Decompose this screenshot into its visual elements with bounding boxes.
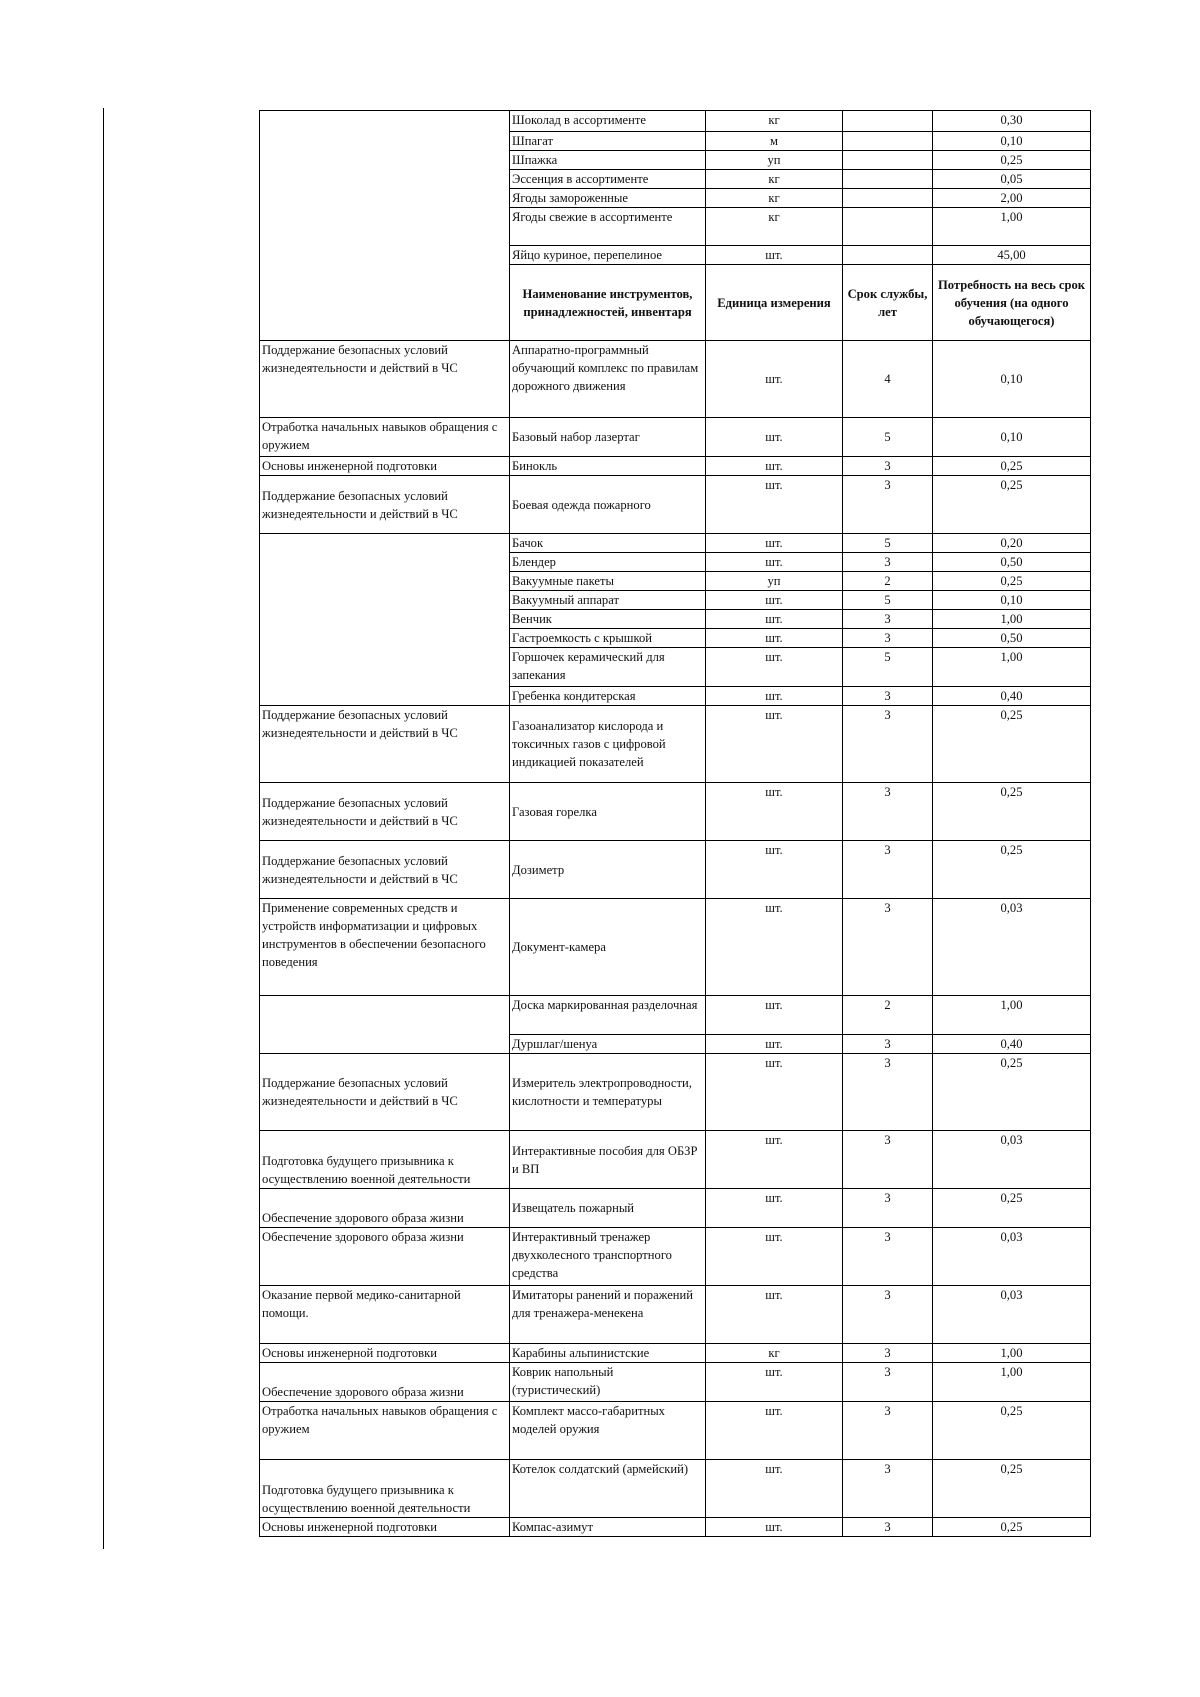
unit-cell: м (706, 132, 843, 151)
term-cell: 3 (843, 783, 933, 841)
term-cell: 3 (843, 1402, 933, 1460)
unit-cell: уп (706, 151, 843, 170)
need-cell: 0,10 (933, 591, 1091, 610)
section-cell: Поддержание безопасных условий жизнедеятельности и действий в ЧС (260, 841, 510, 899)
need-cell: 2,00 (933, 189, 1091, 208)
unit-cell: уп (706, 572, 843, 591)
margin-line (103, 108, 104, 1549)
section-cell: Подготовка будущего призывника к осуществлению военной деятельности (260, 1131, 510, 1189)
unit-cell: кг (706, 170, 843, 189)
need-cell: 0,25 (933, 1402, 1091, 1460)
item-cell: Эссенция в ассортименте (510, 170, 706, 189)
need-cell: 1,00 (933, 648, 1091, 687)
unit-cell: кг (706, 189, 843, 208)
unit-cell: шт. (706, 553, 843, 572)
need-cell: 0,03 (933, 1131, 1091, 1189)
unit-cell: шт. (706, 1035, 843, 1054)
section-cell (260, 996, 510, 1054)
unit-cell: шт. (706, 341, 843, 418)
item-cell: Шпажка (510, 151, 706, 170)
unit-cell: шт. (706, 1402, 843, 1460)
term-cell: 3 (843, 610, 933, 629)
item-cell: Котелок солдатский (армейский) (510, 1460, 706, 1518)
section-cell: Отработка начальных навыков обращения с оружием (260, 1402, 510, 1460)
table-row (260, 418, 1091, 457)
need-cell: 0,25 (933, 706, 1091, 783)
term-cell: 3 (843, 706, 933, 783)
need-cell: 0,03 (933, 899, 1091, 996)
need-cell: 0,03 (933, 1286, 1091, 1344)
item-cell: Гребенка кондитерская (510, 687, 706, 706)
term-cell (843, 111, 933, 132)
need-cell: 0,03 (933, 1228, 1091, 1286)
table-row (260, 476, 1091, 534)
term-cell (843, 246, 933, 265)
table-row (260, 1189, 1091, 1228)
header-unit: Единица измерения (706, 265, 843, 341)
unit-cell: шт. (706, 1363, 843, 1402)
item-cell: Измеритель электропроводности, кислотности и температуры (510, 1054, 706, 1131)
item-cell: Извещатель пожарный (510, 1189, 706, 1228)
need-cell: 0,25 (933, 1518, 1091, 1537)
term-cell: 3 (843, 1054, 933, 1131)
item-cell: Вакуумные пакеты (510, 572, 706, 591)
need-cell: 0,25 (933, 1189, 1091, 1228)
unit-cell: кг (706, 1344, 843, 1363)
table-row (260, 534, 1091, 553)
unit-cell: шт. (706, 841, 843, 899)
item-cell: Венчик (510, 610, 706, 629)
unit-cell: шт. (706, 1189, 843, 1228)
unit-cell: шт. (706, 899, 843, 996)
table-row (260, 111, 1091, 132)
term-cell (843, 208, 933, 246)
section-cell: Применение современных средств и устройств информатизации и цифровых инструментов в обеспечении безопасного поведения (260, 899, 510, 996)
term-cell: 3 (843, 553, 933, 572)
term-cell: 5 (843, 591, 933, 610)
item-cell: Документ-камера (510, 899, 706, 996)
item-cell: Шпагат (510, 132, 706, 151)
section-cell (260, 111, 510, 341)
item-cell: Ягоды свежие в ассортименте (510, 208, 706, 246)
item-cell: Боевая одежда пожарного (510, 476, 706, 534)
need-cell: 0,25 (933, 841, 1091, 899)
unit-cell: шт. (706, 648, 843, 687)
item-cell: Горшочек керамический для запекания (510, 648, 706, 687)
term-cell: 3 (843, 629, 933, 648)
unit-cell: шт. (706, 1286, 843, 1344)
need-cell: 0,25 (933, 457, 1091, 476)
item-cell: Коврик напольный (туристический) (510, 1363, 706, 1402)
item-cell: Компас-азимут (510, 1518, 706, 1537)
term-cell (843, 189, 933, 208)
item-cell: Базовый набор лазертаг (510, 418, 706, 457)
item-cell: Доска маркированная разделочная (510, 996, 706, 1035)
table-row (260, 1518, 1091, 1537)
item-cell: Аппаратно-программный обучающий комплекс по правилам дорожного движения (510, 341, 706, 418)
item-cell: Блендер (510, 553, 706, 572)
term-cell: 3 (843, 1131, 933, 1189)
unit-cell: шт. (706, 996, 843, 1035)
unit-cell: шт. (706, 610, 843, 629)
need-cell: 0,10 (933, 418, 1091, 457)
header-name: Наименование инструментов, принадлежностей, инвентаря (510, 265, 706, 341)
term-cell: 4 (843, 341, 933, 418)
unit-cell: шт. (706, 246, 843, 265)
term-cell: 3 (843, 1228, 933, 1286)
item-cell: Дуршлаг/шенуа (510, 1035, 706, 1054)
item-cell: Комплект массо-габаритных моделей оружия (510, 1402, 706, 1460)
need-cell: 0,50 (933, 629, 1091, 648)
term-cell: 3 (843, 841, 933, 899)
unit-cell: шт. (706, 1054, 843, 1131)
term-cell: 3 (843, 1035, 933, 1054)
item-cell: Бачок (510, 534, 706, 553)
term-cell: 3 (843, 476, 933, 534)
item-cell: Шоколад в ассортименте (510, 111, 706, 132)
table-row (260, 841, 1091, 899)
table-row (260, 1344, 1091, 1363)
need-cell: 0,25 (933, 476, 1091, 534)
need-cell: 0,25 (933, 572, 1091, 591)
need-cell: 1,00 (933, 610, 1091, 629)
need-cell: 0,25 (933, 1054, 1091, 1131)
unit-cell: шт. (706, 476, 843, 534)
unit-cell: шт. (706, 591, 843, 610)
unit-cell: шт. (706, 1518, 843, 1537)
need-cell: 0,25 (933, 1460, 1091, 1518)
term-cell: 2 (843, 996, 933, 1035)
item-cell: Интерактивные пособия для ОБЗР и ВП (510, 1131, 706, 1189)
section-cell: Основы инженерной подготовки (260, 457, 510, 476)
need-cell: 1,00 (933, 1363, 1091, 1402)
term-cell: 3 (843, 1286, 933, 1344)
table-row (260, 1054, 1091, 1131)
unit-cell: шт. (706, 1228, 843, 1286)
term-cell: 2 (843, 572, 933, 591)
term-cell: 3 (843, 1189, 933, 1228)
item-cell: Карабины альпинистские (510, 1344, 706, 1363)
need-cell: 0,05 (933, 170, 1091, 189)
item-cell: Дозиметр (510, 841, 706, 899)
section-cell: Поддержание безопасных условий жизнедеятельности и действий в ЧС (260, 341, 510, 418)
need-cell: 1,00 (933, 208, 1091, 246)
unit-cell: шт. (706, 1131, 843, 1189)
term-cell: 3 (843, 1518, 933, 1537)
item-cell: Вакуумный аппарат (510, 591, 706, 610)
need-cell: 0,50 (933, 553, 1091, 572)
need-cell: 0,30 (933, 111, 1091, 132)
term-cell (843, 170, 933, 189)
term-cell: 5 (843, 534, 933, 553)
section-cell: Поддержание безопасных условий жизнедеятельности и действий в ЧС (260, 783, 510, 841)
unit-cell: шт. (706, 1460, 843, 1518)
header-term: Срок службы, лет (843, 265, 933, 341)
table-row (260, 996, 1091, 1035)
item-cell: Ягоды замороженные (510, 189, 706, 208)
section-cell: Подготовка будущего призывника к осуществлению военной деятельности (260, 1460, 510, 1518)
item-cell: Имитаторы ранений и поражений для тренажера-менекена (510, 1286, 706, 1344)
term-cell: 5 (843, 648, 933, 687)
item-cell: Яйцо куриное, перепелиное (510, 246, 706, 265)
table-row (260, 1363, 1091, 1402)
table-row (260, 783, 1091, 841)
table-row (260, 1402, 1091, 1460)
table-row (260, 706, 1091, 783)
header-need: Потребность на весь срок обучения (на одного обучающегося) (933, 265, 1091, 341)
unit-cell: шт. (706, 629, 843, 648)
need-cell: 0,25 (933, 151, 1091, 170)
section-cell: Обеспечение здорового образа жизни (260, 1363, 510, 1402)
inventory-table (259, 110, 1091, 1537)
item-cell: Газовая горелка (510, 783, 706, 841)
section-cell: Обеспечение здорового образа жизни (260, 1189, 510, 1228)
term-cell: 3 (843, 1363, 933, 1402)
item-cell: Бинокль (510, 457, 706, 476)
term-cell: 3 (843, 457, 933, 476)
unit-cell: шт. (706, 687, 843, 706)
table-row (260, 1131, 1091, 1189)
table-row (260, 457, 1091, 476)
table-row (260, 1286, 1091, 1344)
unit-cell: шт. (706, 534, 843, 553)
need-cell: 0,10 (933, 341, 1091, 418)
need-cell: 0,25 (933, 783, 1091, 841)
term-cell (843, 151, 933, 170)
term-cell: 3 (843, 1344, 933, 1363)
need-cell: 0,40 (933, 1035, 1091, 1054)
section-cell: Обеспечение здорового образа жизни (260, 1228, 510, 1286)
term-cell: 3 (843, 1460, 933, 1518)
table-row (260, 899, 1091, 996)
need-cell: 0,10 (933, 132, 1091, 151)
table-row (260, 1228, 1091, 1286)
section-cell: Поддержание безопасных условий жизнедеятельности и действий в ЧС (260, 706, 510, 783)
section-cell (260, 534, 510, 706)
table-row (260, 341, 1091, 418)
need-cell: 45,00 (933, 246, 1091, 265)
item-cell: Газоанализатор кислорода и токсичных газов с цифровой индикацией показателей (510, 706, 706, 783)
term-cell: 3 (843, 899, 933, 996)
section-cell: Основы инженерной подготовки (260, 1344, 510, 1363)
table-row (260, 1460, 1091, 1518)
unit-cell: шт. (706, 706, 843, 783)
unit-cell: шт. (706, 457, 843, 476)
unit-cell: шт. (706, 418, 843, 457)
section-cell: Отработка начальных навыков обращения с оружием (260, 418, 510, 457)
need-cell: 1,00 (933, 996, 1091, 1035)
term-cell: 5 (843, 418, 933, 457)
section-cell: Поддержание безопасных условий жизнедеятельности и действий в ЧС (260, 1054, 510, 1131)
section-cell: Оказание первой медико-санитарной помощи. (260, 1286, 510, 1344)
need-cell: 0,20 (933, 534, 1091, 553)
unit-cell: шт. (706, 783, 843, 841)
term-cell: 3 (843, 687, 933, 706)
need-cell: 0,40 (933, 687, 1091, 706)
item-cell: Интерактивный тренажер двухколесного транспортного средства (510, 1228, 706, 1286)
term-cell (843, 132, 933, 151)
section-cell: Поддержание безопасных условий жизнедеятельности и действий в ЧС (260, 476, 510, 534)
need-cell: 1,00 (933, 1344, 1091, 1363)
item-cell: Гастроемкость с крышкой (510, 629, 706, 648)
unit-cell: кг (706, 208, 843, 246)
section-cell: Основы инженерной подготовки (260, 1518, 510, 1537)
unit-cell: кг (706, 111, 843, 132)
